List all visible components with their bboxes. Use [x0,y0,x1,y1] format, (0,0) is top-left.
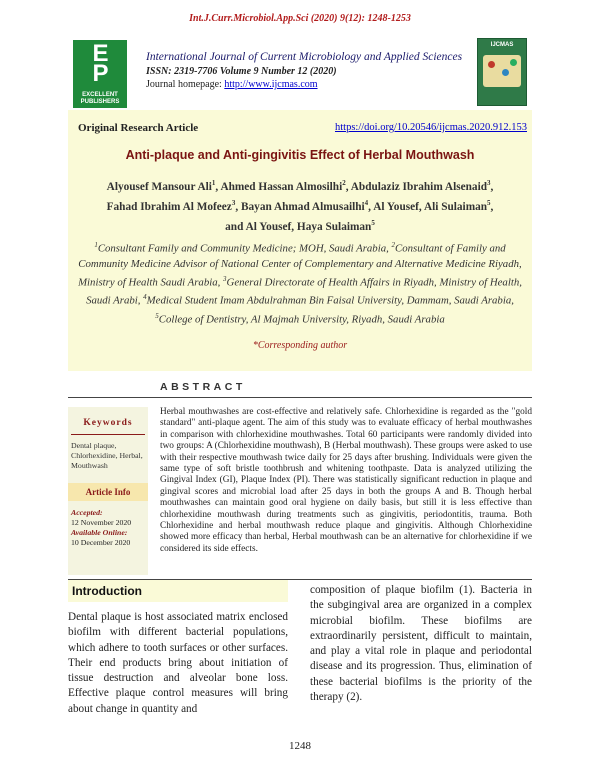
author-affil-sup: 5 [371,218,375,227]
author-name: Abdulaziz Ibrahim Alsenaid [350,180,487,193]
article-info-heading: Article Info [68,483,148,501]
corresponding-author: *Corresponding author [252,340,348,351]
author-list: Alyousef Mansour Ali$^1$, Ahmed Hassan Almosilhi$^2$, Abdulaziz Ibrahim Alsenaid$^3$, Fahad Ibrahim Al Mofeez$^3$, Bayan Ahmad Almusailhi$^4$, Al Yousef, Ali Sulaiman$^5$, and Al Yousef, Haya Sulaiman$^5$ [106,179,494,233]
journal-title: International Journal of Current Microbiology and Applied Sciences [146,51,463,63]
article-title: Anti-plaque and Anti-gingivitis Effect of Herbal Mouthwash [125,148,475,162]
affil-sup: 1 [94,241,98,249]
author-affil-sup: 1 [211,179,216,187]
homepage-label: Journal homepage: [146,79,225,90]
author-name: and Al Yousef, Haya Sulaiman [225,220,372,233]
logo-text-line2: PUBLISHERS [80,99,120,105]
publisher-logo [73,40,127,108]
author-affil-sup: 2 [342,179,346,187]
affil-text: Consultant of Family and Community Medicine Advisor of National Center of Complementary and Alternative Medicine Riyadh, Ministry of Health Saudi Arabia, [78,242,522,289]
cover-dot [510,59,517,66]
logo-text-line1: EXCELLENT [82,92,118,98]
introduction-heading: Introduction [68,580,288,602]
author-affil-sup: 3 [487,179,491,187]
author-affil-sup: 5 [487,198,491,207]
divider [68,397,532,398]
abstract-text: Herbal mouthwashes are cost-effective and relatively safe. Chlorhexidine is regarded as the "gold standard" anti-plaque agent. The aim of this study was to evaluate efficacy of herbal mouthwashes in comparison with chlorhexidine mouthwashes. Total 60 participants were randomly divided into two groups: A (Chlorhexidine mouthwash), B (Herbal mouthwash). These groups were asked to use with their respective mouthwash twice daily for 25 days after brushing. Individuals were given the same type of soft bristle toothbrush and whitening toothpaste. Data is analyzed utilizing the Gingival Index (GI), Plaque Index (PI). There was statistically significant reduction in plaque and gingival scores and microbial load after 25 days in both the groups A and B. Though herbal mouthwashes can maintain good oral hygiene on daily basis, but still it is less effective than chlorhexidine mouthwash during treatments such as gingivitis, periodontitis, trauma. Both Chlorhexidine and herbal mouthwash reduce plaque and gingivitis. Although Chlorhexidine showed more efficacy than herbal, Herbal mouthwash can be an alternative for chlorhexidine if we considered its side effects. [160,407,532,554]
affil-sup: 5 [155,311,159,320]
author-affil-sup: 3 [231,198,236,207]
journal-issn: ISSN: 2319-7706 Volume 9 Number 12 (2020) [146,66,337,77]
cover-title: IJCMAS [490,42,514,48]
body-column-left: Dental plaque is host associated matrix enclosed biofilm with different bacterial populations, which adhere to tooth surfaces or other surfaces. Their end products bring about initiation of tissue destruction and alveolar bone loss. Effective plaque control measures will bring about change in quantity and [68,611,288,715]
author-name: Al Yousef, Ali Sulaiman [373,200,488,213]
homepage-link[interactable]: http://www.ijcmas.com [224,79,318,90]
affiliations [78,238,522,327]
accepted-date: 12 November 2020 [71,518,132,527]
accepted-label: Accepted: [71,508,103,517]
author-affil-sup: 4 [364,198,369,207]
affil-sup: 4 [143,293,147,302]
available-label: Available Online: [71,528,128,537]
affil-sup: 3 [223,274,227,283]
affil-sup: 2 [391,241,396,249]
journal-cover-image [477,38,527,106]
running-head: Int.J.Curr.Microbiol.App.Sci (2020) 9(12): 1248-1253 [189,13,411,24]
author-name: Bayan Ahmad Almusailhi [240,200,365,213]
journal-homepage [146,79,318,90]
article-info [71,508,149,548]
page-number: 1248 [289,740,311,752]
keywords-heading: Keywords [83,418,133,428]
affil-text: College of Dentistry, Al Majmah University, Riyadh, Saudi Arabia [158,313,445,326]
author-name: Fahad Ibrahim Al Mofeez [106,200,232,213]
affil-text: Medical Student Imam Abdulrahman Bin Faisal University, Dammam, Saudi Arabia, [146,294,514,307]
keywords-text: Dental plaque, Chlorhexidine, Herbal, Mouthwash [71,441,143,470]
author-name: Ahmed Hassan Almosilhi [220,180,343,193]
cover-dot [502,69,509,76]
logo-letter-e: E [92,40,108,67]
available-date: 10 December 2020 [71,538,131,547]
article-type: Original Research Article [78,122,199,134]
abstract-heading: ABSTRACT [160,381,246,393]
affil-text: Consultant Family and Community Medicine; MOH, Saudi Arabia, [97,242,392,255]
affil-text: General Directorate of Health Affairs in Riyadh, Ministry of Health, Saudi Arabi, [86,276,522,307]
divider [71,434,145,435]
author-name: Alyousef Mansour Ali [106,180,212,193]
cover-dot [488,61,495,68]
logo-letter-p: P [92,60,108,87]
doi-link[interactable]: https://doi.org/10.20546/ijcmas.2020.912.153 [334,122,527,133]
body-column-right: composition of plaque biofilm (1). Bacteria in the subgingival area are organized in a complex microbial biofilm. These biofilms are extraordinarily persistent, difficult to maintain, and play a vital role in plaque and periodontal disease and its progression. Thus, elimination of these bacterial biofilms is the priority of the therapy (2). [310,584,532,704]
